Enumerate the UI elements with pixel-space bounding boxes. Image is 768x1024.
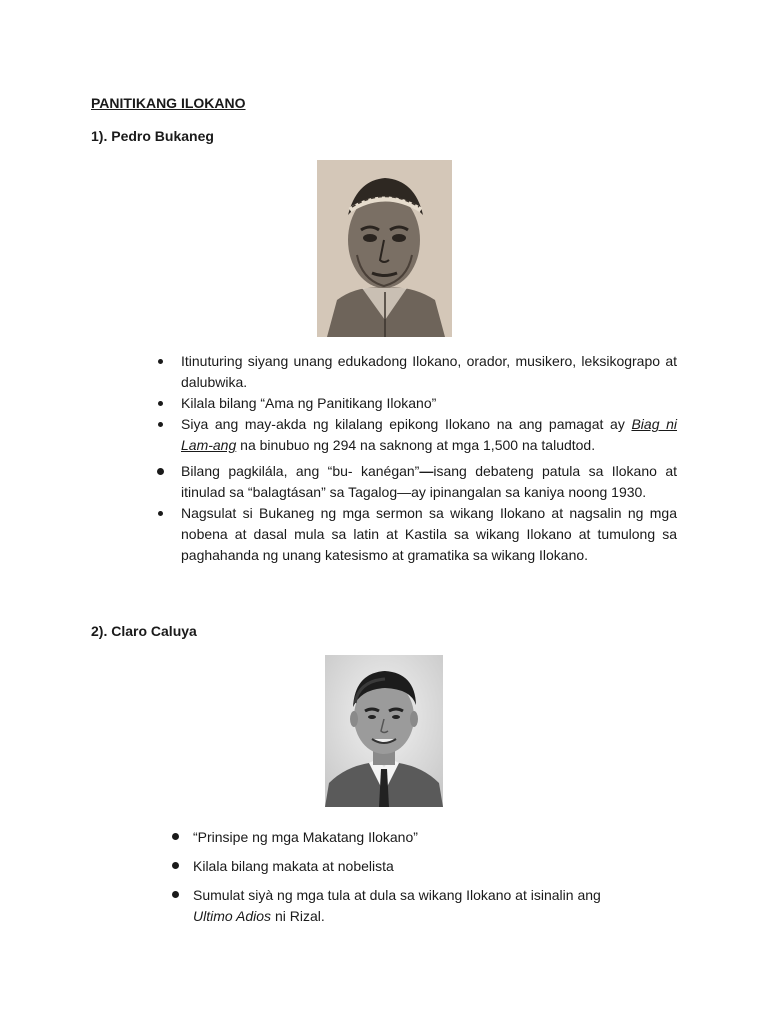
portrait-pedro-bukaneg bbox=[317, 160, 452, 337]
list-item bbox=[181, 393, 677, 414]
section-heading-claro-caluya: 2). Claro Caluya bbox=[91, 623, 197, 639]
bullet-text: Sumulat siyà ng mga tula at dula sa wikang Ilokano at isinalin ang bbox=[193, 887, 601, 903]
bullet-text: na binubuo ng 294 na saknong at mga 1,500 na taludtod. bbox=[236, 437, 596, 453]
bullet-icon bbox=[158, 359, 163, 364]
bullet-icon bbox=[158, 422, 163, 427]
bullet-icon bbox=[158, 511, 163, 516]
caluya-bullet-list bbox=[193, 827, 653, 927]
bullet-icon bbox=[172, 862, 179, 869]
bullet-icon bbox=[158, 401, 163, 406]
list-item bbox=[193, 827, 653, 848]
document-title: PANITIKANG ILOKANO bbox=[91, 95, 246, 111]
bullet-text: Nagsulat si Bukaneg ng mga sermon sa wikang Ilokano at nagsalin ng mga nobena at dasal mula sa latin at Kastila sa wikang Ilokano at tumulong sa paghahanda ng unang katesismo at gramatika sa wikang Ilokano. bbox=[181, 505, 677, 563]
portrait-claro-caluya bbox=[325, 655, 443, 807]
em-dash: — bbox=[419, 463, 434, 479]
poem-title: Ultimo Adios bbox=[193, 908, 272, 924]
list-item bbox=[181, 351, 677, 393]
bullet-text: Kilala bilang makata at nobelista bbox=[193, 858, 394, 874]
bullet-icon bbox=[157, 468, 164, 475]
list-item bbox=[181, 503, 677, 566]
list-item bbox=[181, 461, 677, 503]
list-item bbox=[193, 885, 618, 927]
list-item bbox=[193, 856, 653, 877]
bullet-text: Itinuturing siyang unang edukadong Ilokano, orador, musikero, leksikograpo at dalubwika. bbox=[181, 353, 677, 390]
bullet-text: Siya ang may-akda ng kilalang epikong Ilokano na ang pamagat ay bbox=[181, 416, 632, 432]
list-item bbox=[181, 414, 677, 456]
bukaneg-bullet-list bbox=[181, 351, 677, 566]
bullet-text: “Prinsipe ng mga Makatang Ilokano” bbox=[193, 829, 418, 845]
bullet-icon bbox=[172, 891, 179, 898]
bullet-text: Kilala bilang “Ama ng Panitikang Ilokano” bbox=[181, 395, 437, 411]
section-heading-pedro-bukaneg: 1). Pedro Bukaneg bbox=[91, 128, 214, 144]
bullet-text: ni Rizal. bbox=[271, 908, 325, 924]
epic-title: Biag ni Lam-ang bbox=[181, 416, 678, 453]
bullet-text: isang debateng patula sa Ilokano at itinulad sa “balagtásan” sa Tagalog—ay ipinangalan sa kaniya noong 1930. bbox=[181, 463, 677, 500]
bullet-text: Bilang pagkilála, ang “bu- kanégan” bbox=[181, 463, 420, 479]
bullet-icon bbox=[172, 833, 179, 840]
